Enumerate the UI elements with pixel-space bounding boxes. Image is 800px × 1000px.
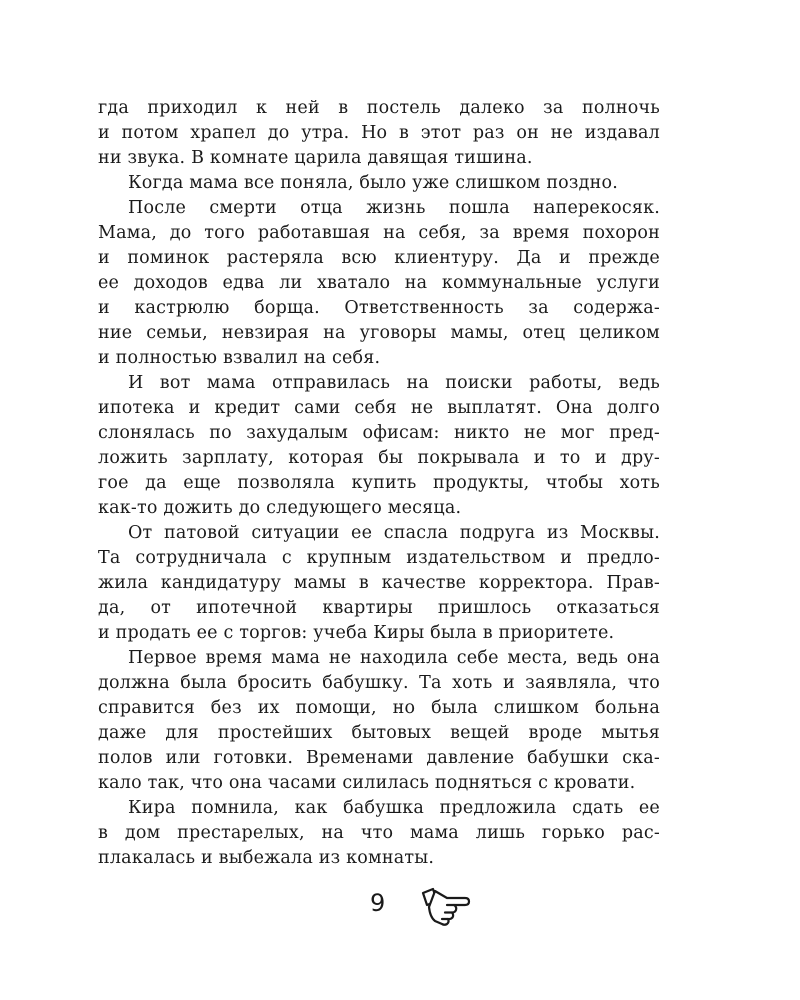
text-line: От патовой ситуации ее спасла подруга из Москвы. [128, 523, 660, 543]
text-line: в дом престарелых, на что мама лишь горько рас- [98, 823, 660, 843]
text-line: и продать ее с торгов: учеба Киры была в приоритете. [98, 623, 615, 643]
text-line: и потом храпел до утра. Но в этот раз он не издавал [98, 123, 660, 143]
text-line: Первое время мама не находила себе места, ведь она [128, 648, 660, 668]
text-line: и кастрюлю борща. Ответственность за содержа- [98, 298, 660, 318]
text-line: справится без их помощи, но была слишком больна [98, 698, 660, 718]
text-line: ее доходов едва ли хватало на коммунальные услуги [98, 273, 660, 293]
text-line: полов или готовки. Временами давление бабушки ска- [98, 748, 660, 768]
page-footer [0, 885, 800, 935]
text-line: да, от ипотечной квартиры пришлось отказаться [98, 598, 660, 618]
text-line: жила кандидатуру мамы в качестве корректора. Прав- [98, 573, 660, 593]
pointing-hand-icon [420, 885, 472, 929]
text-line: плакалась и выбежала из комнаты. [98, 848, 435, 868]
text-line: И вот мама отправилась на поиски работы, ведь [128, 373, 660, 393]
text-line: Мама, до того работавшая на себя, за время похорон [98, 223, 660, 243]
page-number: 9 [370, 889, 386, 917]
text-line: слонялась по захудалым офисам: никто не мог пред- [98, 423, 660, 443]
text-line: должна была бросить бабушку. Та хоть и заявляла, что [98, 673, 660, 693]
text-line: ние семьи, невзирая на уговоры мамы, отец целиком [98, 323, 660, 343]
text-line: даже для простейших бытовых вещей вроде мытья [98, 723, 660, 743]
text-line: ипотека и кредит сами себя не выплатят. Она долго [98, 398, 660, 418]
text-line: После смерти отца жизнь пошла наперекосяк. [128, 198, 660, 218]
text-line: как-то дожить до следующего месяца. [98, 498, 462, 518]
text-line: Кира помнила, как бабушка предложила сдать ее [128, 798, 660, 818]
text-line: ложить зарплату, которая бы покрывала и то и дру- [98, 448, 660, 468]
text-line: ни звука. В комнате царила давящая тишина. [98, 148, 533, 168]
text-line: кало так, что она часами силилась подняться с кровати. [98, 773, 636, 793]
body-text [98, 96, 660, 871]
text-line: гда приходил к ней в постель далеко за полночь [98, 98, 660, 118]
text-line: гое да еще позволяла купить продукты, чтобы хоть [98, 473, 660, 493]
text-line: и поминок растеряла всю клиентуру. Да и прежде [98, 248, 660, 268]
text-line: и полностью взвалил на себя. [98, 348, 381, 368]
text-line: Когда мама все поняла, было уже слишком поздно. [128, 173, 619, 193]
text-line: Та сотрудничала с крупным издательством и предло- [98, 548, 660, 568]
